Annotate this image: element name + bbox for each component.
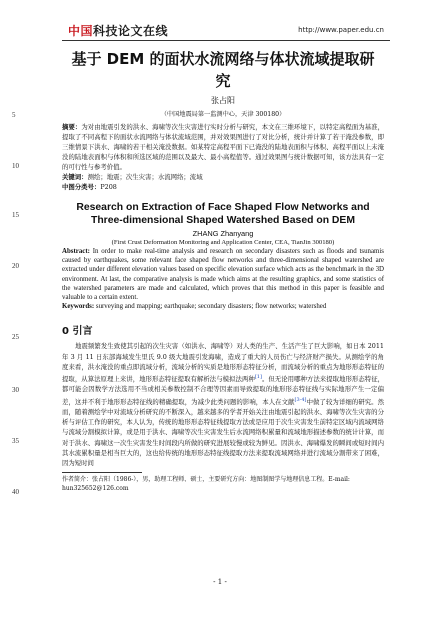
abstract-zh <box>62 122 384 172</box>
logo-dark-part: 科技论文在线 <box>93 24 169 38</box>
abstract-en <box>62 247 384 302</box>
author-footnote: 作者简介：张占阳（1986-），男，助理工程师、硕士，主要研究方向：地图制图学与地理信息工程。E-mail: hun325652@126.com <box>62 476 350 493</box>
keywords-en-label: Keywords: <box>62 303 95 311</box>
classification-zh-code: P208 <box>100 183 117 191</box>
abstract-zh-text: 为对由地震引发的洪水、海啸等次生灾害进行实时分析与研究，本文在三维环境下，以特定高程面为基准，提取了不同高程下的面状水流网络与体状流域范围，并对效果图进行了对比分析，统计并计算了若干淹没参数，即三维情景下洪水、海啸的若干相关淹没数据。如某特定高程平面下已淹没的陆地表面积与体积、高程平面以上未淹没的陆地表面积与体积和所选区域的范围以及最大、最小高程值等。通过效果图与统计数据可知，该方法具有一定的可行性与参考价值。 <box>62 123 385 171</box>
keywords-en <box>62 302 384 311</box>
line-number: 30 <box>12 386 19 394</box>
intro-paragraph <box>62 341 384 468</box>
keywords-zh-label: 关键词： <box>62 173 88 181</box>
title-zh: 基于 DEM 的面状水流网络与体状流域提取研究 <box>71 50 375 90</box>
author-en: ZHANG Zhanyang <box>192 229 254 238</box>
site-header <box>0 0 440 44</box>
abstract-en-text: In order to make real-time analysis and research on secondary disasters such as floods and tsunamis caused by earthquakes, some relevant face shaped flow networks and three-dimensional shaped watershed are extracted under different elevation values based on specific elevation surface which acts as the benchmark in the 3D environment. At last, the comparative analysis is made which aims at the resulting graphics, and some statistics of the watershed parameters are made and calculated, which proves that this method in this paper is feasible and valuable to a certain extent. <box>62 248 384 302</box>
intro-text-part-2: 。但无论用哪种方法来提取地形形态特征，都可能会因数学方法选用不当或相关参数控制不合理等因素而导致提取的地形形态特征线与实际地形产生一定偏差，这并不利于地形形态特征线的精确提取，为减少此类问题的影响，本人在文献 <box>62 375 385 406</box>
author-zh: 张占阳 <box>211 96 235 105</box>
keywords-zh-text: 测绘；地震；次生灾害；水流网络；流域 <box>87 173 203 181</box>
site-logo[interactable] <box>68 22 168 39</box>
page-number: - 1 - <box>213 578 227 586</box>
section-heading-intro: 0 引言 <box>62 326 93 338</box>
line-number: 5 <box>12 111 16 119</box>
line-number: 35 <box>12 437 19 445</box>
citation-link[interactable]: [1] <box>254 374 262 381</box>
citation-link[interactable]: [3-4] <box>294 396 307 403</box>
line-number: 25 <box>12 333 19 341</box>
classification-zh <box>62 182 384 192</box>
header-divider <box>62 40 390 41</box>
site-url[interactable]: http://www.paper.edu.cn <box>298 26 384 34</box>
keywords-zh <box>62 172 384 182</box>
keywords-en-text: surveying and mapping; earthquake; secondary disasters; flow networks; watershed <box>95 303 327 311</box>
classification-zh-label: 中图分类号： <box>62 183 101 191</box>
intro-text-part-3: 中做了较为详细的研究。然而，随着测绘学中对流域分析研究的不断深入，越来越多的学者开始关注由地震引起的洪水、海啸等次生灾害的分析与评估工作的研究，本人认为，传统的地形形态特征线提取方法或是应用于次生灾害发生前特定区域内流域网络与流域分割模拟计算，或是用于洪水、海啸等次生灾害发生后水流网络积累量和流域地形描述参数的统计计算，而对于洪水、海啸这一次生灾害发生时间段内所做的研究进展较慢或较为鲜见。因洪水、海啸爆发的瞬间或短时间内其水流累积量是相当巨大的，这也给传统的地形形态特征线提取方法来提取流域网络并进行流域分割带来了困难，因为短时间 <box>62 397 385 467</box>
abstract-en-label: Abstract: <box>62 248 90 255</box>
intro-text-part-1: 地震频繁发生致使其引起的次生灾害（如洪水、海啸等）对人类的生产、生活产生了巨大影响，如日本 2011 年 3 月 11 日东部海域发生里氏 9.0 级大地震引发海啸，造成了重大的人员伤亡与经济财产损失。从测绘学的角度来看，洪水淹没的重点即流域分析，流域分析的实质是地形形态特征分析，而流域分析的重点为地形形态特征的提取，从算法原理上来讲，地形形态特征提取有解析法与模拟法两种 <box>62 342 384 384</box>
line-number: 10 <box>12 162 19 170</box>
line-number: 15 <box>12 211 19 219</box>
line-number-gutter <box>0 0 30 620</box>
line-number: 20 <box>12 262 19 270</box>
abstract-zh-label: 摘要： <box>62 123 82 131</box>
footnote-divider <box>62 472 142 473</box>
logo-red-part: 中国 <box>68 24 94 38</box>
paper-page <box>62 48 384 493</box>
line-number: 40 <box>12 488 19 496</box>
title-en: Research on Extraction of Face Shaped Flow Networks and Three-dimensional Shaped Watershed Based on DEM <box>76 202 370 226</box>
affiliation-zh: （中国地震局第一监测中心，天津 300180） <box>160 111 286 118</box>
affiliation-en: (First Crust Deformation Monitoring and Application Center, CEA, TianJin 300180) <box>111 239 335 246</box>
